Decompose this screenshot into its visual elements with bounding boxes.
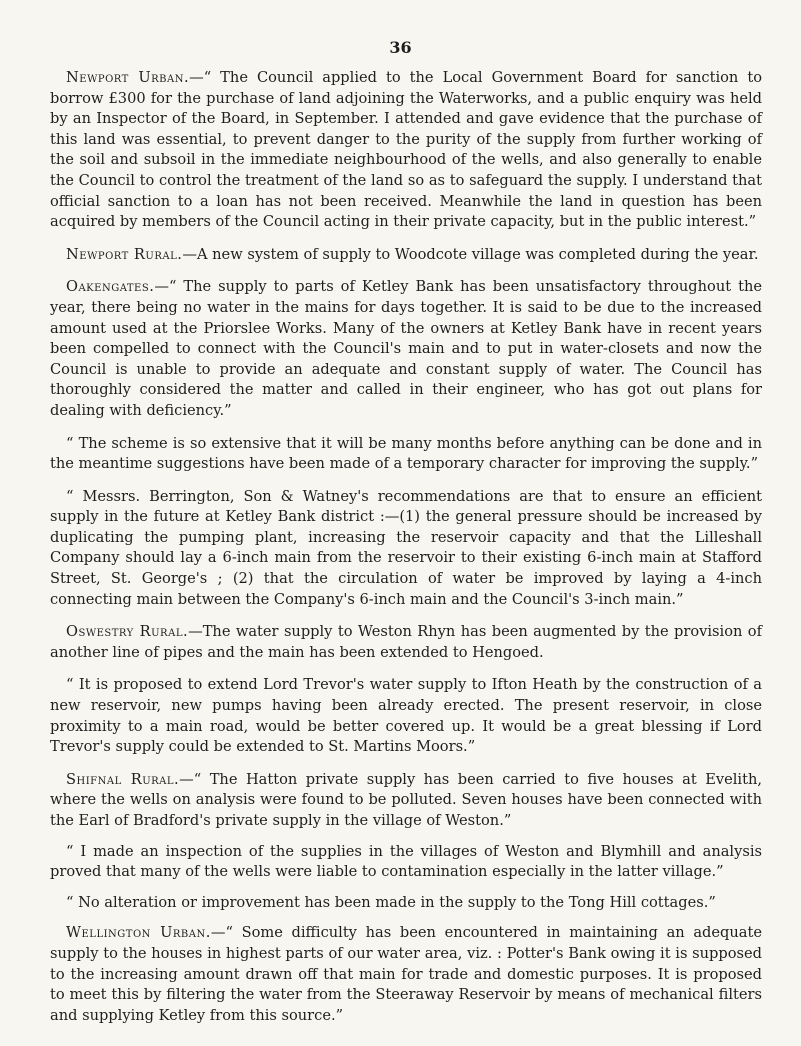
section-heading: Oakengates.	[66, 278, 155, 296]
paragraph-shifnal-inspection	[50, 842, 762, 883]
paragraph-newport-urban	[50, 68, 762, 233]
paragraph-text: “ Messrs. Berrington, Son & Watney's recommendations are that to ensure an efficient supply in the future at Ketley Bank district :—(1) the general pressure should be increased by duplicating the pumping plant, increasing the reservoir capacity and that the Lilleshall Company should lay a 6-inch main from the reservoir to their existing 6-inch main at Stafford Street, St. George's ; (2) that the circulation of water be improved by laying a 4-inch connecting main between the Company's 6-inch main and the Council's 3-inch main.”	[50, 487, 762, 608]
paragraph-text: —“ Some difficulty has been encountered in maintaining an adequate supply to the houses in highest parts of our water area, viz. : Potter's Bank owing it is supposed to the increasing amount drawn off that main for trade and domestic purposes. It is proposed to meet this by filtering the water from the Steeraway Reservoir by means of mechanical filters and supplying Ketley from this source.”	[50, 924, 762, 1024]
paragraph-text: —“ The Council applied to the Local Government Board for sanction to borrow £300 for the purchase of land adjoining the Waterworks, and a public enquiry was held by an Inspector of the Board, in September. I attended and gave evidence that the purchase of this land was essential, to prevent danger to the purity of the supply from further working of the soil and subsoil in the immediate neighbourhood of the wells, and also generally to enable the Council to control the treatment of the land so as to safeguard the supply. I understand that official sanction to a loan has not been received. Meanwhile the land in question has been acquired by members of the Council acting in their private capacity, but in the public interest.”	[50, 69, 762, 231]
paragraph-text: —A new system of supply to Woodcote village was completed during the year.	[182, 245, 759, 263]
paragraph-text: —“ The supply to parts of Ketley Bank has been unsatisfactory throughout the year, there being no water in the mains for days together. It is said to be due to the increased amount used at the Priorslee Works. Many of the owners at Ketley Bank have in recent years been compelled to connect with the Council's main and to put in water-closets and now the Council is unable to provide an adequate and constant supply of water. The Council has thoroughly considered the matter and called in their engineer, who has got out plans for dealing with deficiency.”	[50, 278, 762, 419]
paragraph-text: “ No alteration or improvement has been made in the supply to the Tong Hill cottages.”	[66, 893, 716, 911]
section-heading: Wellington Urban.	[66, 924, 211, 942]
paragraph-oswestry-rural	[50, 622, 762, 663]
paragraph-text: “ The scheme is so extensive that it will be many months before anything can be done and in the meantime suggestions have been made of a temporary character for improving the supply.”	[50, 434, 762, 473]
paragraph-oakengates-scheme	[50, 434, 762, 475]
page-number: 36	[389, 38, 412, 57]
paragraph-oakengates	[50, 277, 762, 421]
section-heading: Shifnal Rural.	[66, 770, 180, 788]
section-heading: Newport Rural.	[66, 245, 183, 263]
section-heading: Newport Urban.	[66, 69, 190, 86]
paragraph-oswestry-proposal	[50, 675, 762, 757]
paragraph-text: —The water supply to Weston Rhyn has been augmented by the provision of another line of pipes and the main has been extended to Hengoed.	[50, 623, 762, 661]
paragraph-wellington-urban	[50, 923, 762, 1026]
paragraph-text: “ I made an inspection of the supplies in the villages of Weston and Blymhill and analysis proved that many of the wells were liable to contamination especially in the latter village.”	[50, 842, 762, 881]
paragraph-shifnal-rural	[50, 770, 762, 832]
paragraph-oakengates-recommendations	[50, 487, 762, 611]
section-heading: Oswestry Rural.	[66, 623, 189, 641]
paragraph-text: —“ The Hatton private supply has been carried to five houses at Evelith, where the wells on analysis were found to be polluted. Seven houses have been connected with the Earl of Bradford's private supply in the village of Weston.”	[50, 770, 762, 829]
paragraph-newport-rural	[50, 245, 762, 266]
document-body	[50, 68, 762, 1038]
paragraph-shifnal-tong-hill	[50, 893, 762, 914]
paragraph-text: “ It is proposed to extend Lord Trevor's water supply to Ifton Heath by the construction of a new reservoir, new pumps having been already erected. The present reservoir, in close proximity to a main road, would be better covered up. It would be a great blessing if Lord Trevor's supply could be extended to St. Martins Moors.”	[50, 676, 762, 756]
